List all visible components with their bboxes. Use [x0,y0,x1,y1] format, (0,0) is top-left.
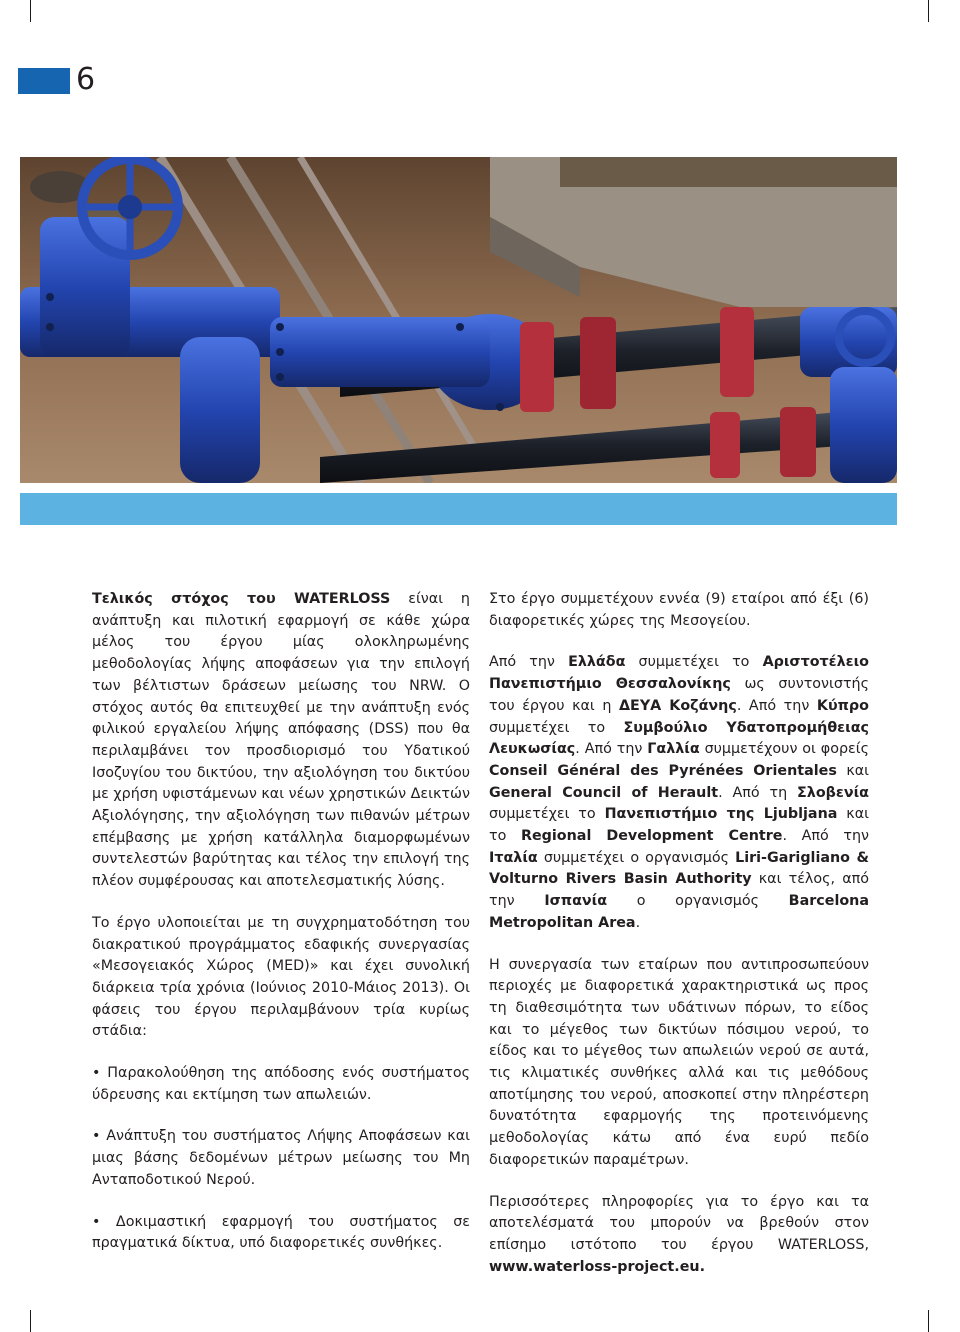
funding-paragraph: Το έργο υλοποιείται με τη συγχρηματοδότηση του διακρατικού προγράμματος εδαφικής συνεργασίας «Μεσογειακός Χώρος (MED)» και έχει συνολική διάρκεια τρία χρόνια (Ιούνιος 2010-Μάιος 2013). Οι φάσεις του έργου περιλαμβάνουν τρία κυρίως στάδια: [92,914,470,1040]
more-info-paragraph: Περισσότερες πληροφορίες για το έργο και τα αποτελέσματά του μπορούν να βρεθούν στον επίσημο ιστότοπο του έργου WATERLOSS, www.waterloss-project.eu. [489,1193,869,1275]
partners-count-paragraph: Στο έργο συμμετέχουν εννέα (9) εταίροι από έξι (6) διαφορετικές χώρες της Μεσογείου. [489,591,869,629]
list-item: • Παρακολούθηση της απόδοσης ενός συστήματος ύδρευσης και εκτίμηση των απωλειών. [92,1065,470,1103]
pipeline-photo [20,157,897,483]
page-number-marker [18,68,70,94]
crop-mark-bottom-left [30,1310,31,1332]
partners-paragraph: Από την Ελλάδα συμμετέχει το Αριστοτέλειο Πανεπιστήμιο Θεσσαλονίκης ως συντονιστής του έργου και η ΔΕΥΑ Κοζάνης. Από την Κύπρο συμμετέχει το Συμβούλιο Υδατοπρομήθειας Λευκωσίας. Από την Γαλλία συμμετέχουν οι φορείς Conseil Général des Pyrénées Orientales και General Council of Herault. Από τη Σλοβενία συμμετέχει το Πανεπιστήμιο της Ljubljana και το Regional Development Centre. Από την Ιταλία συμμετέχει ο οργανισμός Liri-Garigliano & Volturno Rivers Basin Authority και τέλος, από την Ισπανία ο οργανισμός Barcelona Metropolitan Area. [489,654,870,931]
list-item: • Δοκιμαστική εφαρμογή του συστήματος σε πραγματικά δίκτυα, υπό διαφορετικές συνθήκες. [92,1213,470,1252]
list-item: • Ανάπτυξη του συστήματος Λήψης Αποφάσεων και μιας βάσης δεδομένων μέτρων μείωσης του Μη Ανταποδοτικού Νερού. [92,1128,470,1188]
accent-band [20,493,897,525]
crop-mark-bottom-right [928,1310,929,1332]
cooperation-paragraph: Η συνεργασία των εταίρων που αντιπροσωπεύουν περιοχές με διαφορετικά χαρακτηριστικά ως προς τη διαθεσιμότητα των υδάτινων πόρων, το είδος και το μέγεθος των δικτύων πόσιμου νερού, το είδος και το μέγεθος των απωλειών νερού σε αυτά, τις κλιματικές συνθήκες αλλά και τις μεθόδους αποτίμησης του νερού, αποσκοπεί στην πληρέστερη δυνατότητα εφαρμογής της προτεινόμενης μεθοδολογίας κάτω από ένα ευρύ πεδίο διαφορετικών παραμέτρων. [489,956,869,1168]
crop-mark-top-right [928,0,929,22]
left-column [92,589,470,1275]
right-column [489,589,869,1298]
page-number: 6 [76,62,96,97]
intro-paragraph: Τελικός στόχος του WATERLOSS είναι η ανάπτυξη και πιλοτική εφαρμογή σε κάθε χώρα μέλος του έργου μίας ολοκληρωμένης μεθοδολογίας λήψης αποφάσεων για την επιλογή των βέλτιστων δράσεων μείωσης του NRW. Ο στόχος αυτός θα επιτευχθεί με την ανάπτυξη ενός φιλικού εργαλείου λήψης απόφασης (DSS) που θα περιλαμβάνει τον προσδιορισμό του Υδατικού Ισοζυγίου του δικτύου, την αξιολόγηση του δικτύου με χρήση υφιστάμενων και νέων χρηστικών Δεικτών Αξιολόγησης, την αξιολόγηση των πιθανών μέτρων επέμβασης με χρήση κατάλληλα διαμορφωμένων συντελεστών βαρύτητας και τέλος την επιλογή της πλέον συμφέρουσας και αποτελεσματικής λύσης. [92,591,470,890]
website-link[interactable]: www.waterloss-project.eu. [489,1258,706,1275]
crop-mark-top-left [30,0,31,22]
